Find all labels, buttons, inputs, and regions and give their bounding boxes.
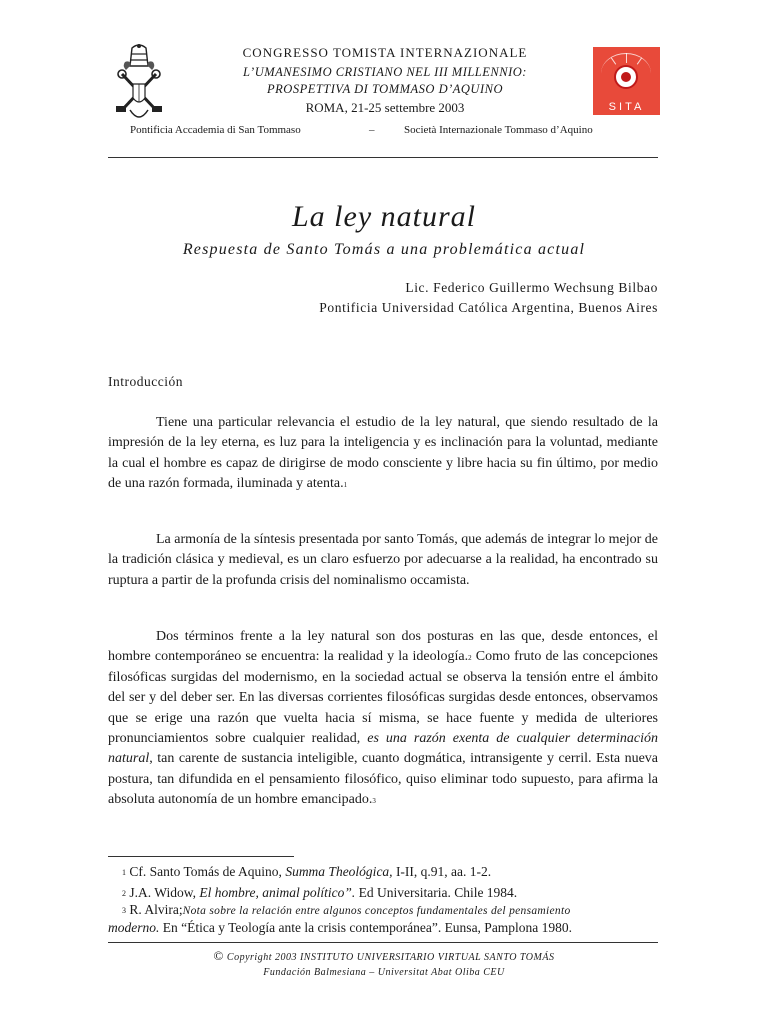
footnote-text: En “Ética y Teología ante la crisis contemporánea”. Eunsa, Pamplona 1980. (159, 920, 573, 935)
congress-place-date: ROMA, 21-25 settembre 2003 (305, 100, 465, 115)
document-title: La ley natural (292, 200, 476, 233)
document-subtitle: Respuesta de Santo Tomás a una problemática actual (182, 241, 586, 258)
paragraph-3-text-b: Como fruto de las concepciones filosóficas surgidas del modernismo, en la sociedad actual se observa la tensión entre el ámbito del ser y del deber ser. En las diversas corrientes filosóficas surgidas desde entonces, observamos que se erige una razón que vuelta hacia sí misma, se hace fuente y medida de ulteriores pronunciamientos sobre cualquier realidad, (108, 649, 658, 747)
footnote-mark: 2 (122, 889, 126, 898)
paragraph-1-text: Tiene una particular relevancia el estudio de la ley natural, que siendo resultado de la impresión de la ley eterna, es luz para la inteligencia y es inclinación para la voluntad, mediante la cual el hombre es capaz de dirigirse de modo consciente y libre hacia su fin último, por medio de una razón formada, iluminada y atenta. (108, 415, 658, 492)
footnote-ref-1[interactable]: 1 (343, 481, 348, 490)
copyright-icon: © (213, 948, 224, 963)
footnote-divider (108, 856, 294, 857)
papal-keys-emblem-icon (112, 44, 166, 124)
footer-copyright (0, 948, 768, 964)
paragraph-3 (108, 627, 658, 811)
paragraph-3-text-c: , tan carente de sustancia inteligible, cuanto dogmática, intransigente y cerril. Esta nueva postura, tan difundida en el pensamiento filosófico, quiso eliminar todo supuesto, para afirma la absoluta autonomía de un hombre emancipado. (108, 751, 658, 808)
congress-theme-line2: PROSPETTIVA DI TOMMASO D’AQUINO (267, 82, 503, 96)
footnote-title: Summa Theológica, (285, 864, 393, 879)
paragraph-3-text-a: Dos términos frente a la ley natural son dos posturas en las que, desde entonces, el hombre contemporáneo se encuentra: la realidad y la ideología. (108, 629, 658, 665)
footnote-1 (122, 861, 672, 883)
footnote-ref-3[interactable]: 3 (372, 797, 376, 806)
congress-title: CONGRESSO TOMISTA INTERNAZIONALE (242, 45, 528, 60)
congress-theme-line1: L’UMANESIMO CRISTIANO NEL III MILLENNIO: (243, 65, 527, 79)
sita-logo-text: SITA (608, 101, 645, 113)
footnote-text: Ed Universitaria. Chile 1984. (355, 885, 518, 900)
footnote-3-continued (108, 917, 658, 939)
footnote-title: Nota sobre la relación entre algunos conceptos fundamentales del pensamiento (182, 905, 571, 917)
footnote-text: J.A. Widow, (126, 885, 200, 900)
footnote-text: Cf. Santo Tomás de Aquino, (126, 864, 286, 879)
footnote-text: R. Alvira; (126, 902, 183, 917)
organization-separator: – (369, 124, 375, 136)
footnote-ref-2[interactable]: 2 (468, 654, 472, 663)
organization-left: Pontificia Accademia di San Tommaso (130, 124, 301, 136)
paragraph-2-text: La armonía de la síntesis presentada por santo Tomás, que además de integrar lo mejor de la tradición clásica y medieval, es un claro esfuerzo por adecuarse a la realidad, ha encontrado su ruptura a partir de la profunda crisis del nominalismo occamista. (108, 532, 658, 588)
organization-right: Società Internazionale Tommaso d’Aquino (404, 124, 593, 136)
footnote-text: I-II, q.91, aa. 1-2. (392, 864, 492, 879)
footnote-title: El hombre, animal político”. (199, 885, 356, 900)
footnote-mark: 3 (122, 906, 126, 915)
paragraph-1 (108, 413, 658, 495)
copyright-text: Copyright 2003 INSTITUTO UNIVERSITARIO VIRTUAL SANTO TOMÁS (223, 952, 555, 963)
author-institution: Pontificia Universidad Católica Argentina, Buenos Aires (319, 300, 658, 315)
logo-ray (626, 53, 627, 63)
header-divider (108, 157, 658, 158)
paragraph-3-emphasis: es una razón exenta de cualquier determinación natural (108, 731, 658, 767)
sita-globe-logo-icon (593, 47, 660, 115)
paragraph-2 (108, 530, 658, 591)
footer-foundation: Fundación Balmesiana – Universitat Abat Oliba CEU (263, 967, 505, 978)
footnote-mark: 1 (122, 868, 126, 877)
author-name: Lic. Federico Guillermo Wechsung Bilbao (405, 280, 658, 295)
section-heading: Introducción (108, 374, 183, 389)
logo-globe (614, 65, 638, 89)
footer-divider (108, 942, 658, 943)
footnote-title-end: moderno. (108, 920, 160, 935)
